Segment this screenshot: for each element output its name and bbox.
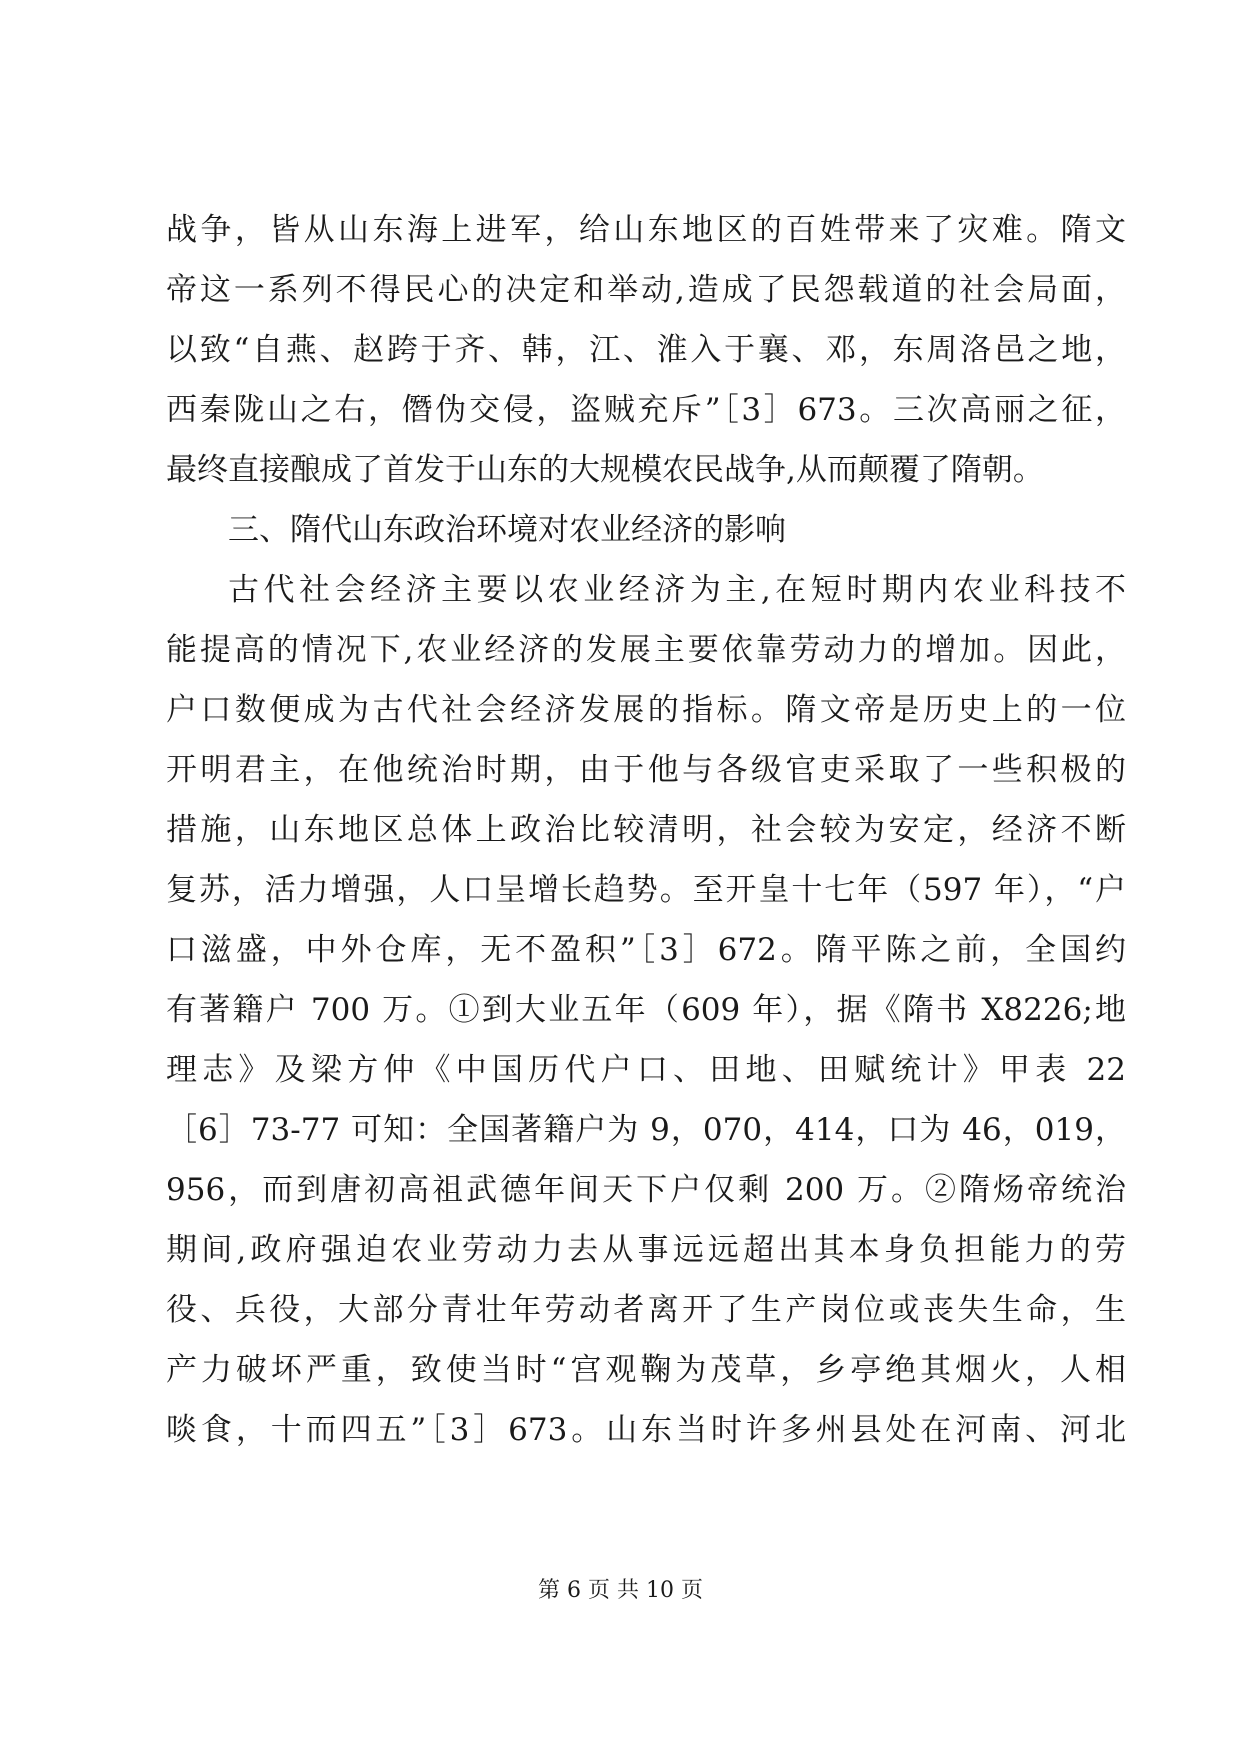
- text-line: 西秦陇山之右，僭伪交侵，盗贼充斥”［3］673。三次高丽之征，: [166, 392, 1126, 428]
- text-line: 开明君主，在他统治时期，由于他与各级官吏采取了一些积极的: [166, 752, 1126, 788]
- text-line: 956，而到唐初高祖武德年间天下户仅剩 200 万。②隋炀帝统治: [166, 1172, 1126, 1208]
- text-line: 战争，皆从山东海上进军，给山东地区的百姓带来了灾难。隋文: [166, 212, 1126, 248]
- text-line: 能提高的情况下,农业经济的发展主要依靠劳动力的增加。因此，: [166, 632, 1126, 668]
- text-line: 理志》及梁方仲《中国历代户口、田地、田赋统计》甲表 22: [166, 1052, 1126, 1088]
- text-line: 帝这一系列不得民心的决定和举动,造成了民怨载道的社会局面，: [166, 272, 1126, 308]
- text-line: 措施，山东地区总体上政治比较清明，社会较为安定，经济不断: [166, 812, 1126, 848]
- text-line: 役、兵役，大部分青壮年劳动者离开了生产岗位或丧失生命，生: [166, 1292, 1126, 1328]
- text-line: 啖食，十而四五”［3］673。山东当时许多州县处在河南、河北: [166, 1412, 1126, 1448]
- text-line: 户口数便成为古代社会经济发展的指标。隋文帝是历史上的一位: [166, 692, 1126, 728]
- text-line: 有著籍户 700 万。①到大业五年（609 年），据《隋书 X8226;地: [166, 992, 1126, 1028]
- text-line: 以致“自燕、赵跨于齐、韩，江、淮入于襄、邓，东周洛邑之地，: [166, 332, 1126, 368]
- text-line: 口滋盛，中外仓库，无不盈积”［3］672。隋平陈之前，全国约: [166, 932, 1126, 968]
- text-line: 期间,政府强迫农业劳动力去从事远远超出其本身负担能力的劳: [166, 1232, 1126, 1268]
- page-footer: [0, 1576, 1241, 1606]
- text-line: 古代社会经济主要以农业经济为主,在短时期内农业科技不: [228, 572, 1126, 608]
- text-line: 产力破坏严重，致使当时“宫观鞠为茂草，乡亭绝其烟火，人相: [166, 1352, 1126, 1388]
- text-line: 复苏，活力增强，人口呈增长趋势。至开皇十七年（597 年），“户: [166, 872, 1126, 908]
- section-heading: 三、隋代山东政治环境对农业经济的影响: [228, 512, 786, 548]
- text-line: 最终直接酿成了首发于山东的大规模农民战争,从而颠覆了隋朝。: [166, 452, 1044, 488]
- text-line: ［6］73-77 可知：全国著籍户为 9，070，414，口为 46，019，: [166, 1112, 1126, 1148]
- page-number-label: 第 6 页 共 10 页: [538, 1578, 703, 1603]
- body-text: [166, 200, 1126, 1460]
